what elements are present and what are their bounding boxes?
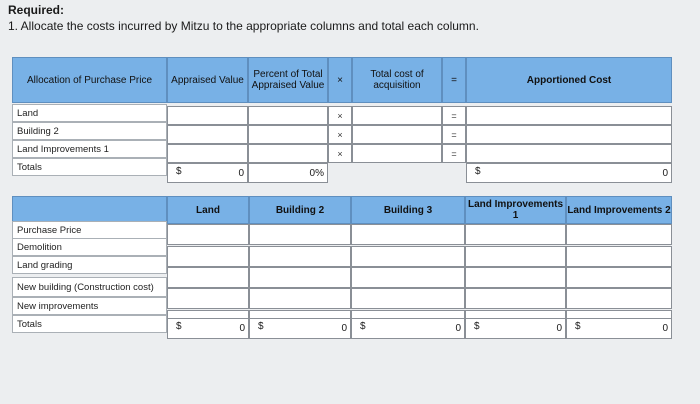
building2-input[interactable] [249,288,351,309]
landimp2-total[interactable] [566,318,672,339]
land-input[interactable] [167,246,249,267]
building2-total-cost-input[interactable] [352,125,442,144]
header-allocation: Allocation of Purchase Price [12,57,167,103]
row-label-land: Land [12,104,167,122]
header-land-improvements-1: Land Improvements 1 [465,196,566,224]
totals-percent-value[interactable] [248,163,328,183]
instruction-text: 1. Allocate the costs incurred by Mitzu to the appropriate columns and total each column. [8,19,479,33]
row-label: Land grading [12,256,167,274]
landimp1-equals: = [442,144,466,163]
land-multiply: × [328,106,352,125]
building2-multiply: × [328,125,352,144]
building2-equals: = [442,125,466,144]
required-label: Required: [8,3,65,17]
building2-input[interactable] [249,267,351,288]
header-equals: = [442,57,466,103]
header-appraised-value: Appraised Value [167,57,248,103]
building3-input[interactable] [351,224,465,245]
row-label-totals: Totals [12,158,167,176]
row-label-land-improvements-1: Land Improvements 1 [12,140,167,158]
land-total[interactable] [167,318,249,339]
row-label: Demolition [12,238,167,256]
landimp2-input[interactable] [566,246,672,267]
header-blank [12,196,167,224]
header-land: Land [167,196,249,224]
total-amount: 0 [662,323,668,334]
header-multiply: × [328,57,352,103]
landimp1-total[interactable] [465,318,566,339]
total-amount: 0 [239,323,245,334]
dollar-sign: $ [176,166,182,177]
landimp1-total-cost-input[interactable] [352,144,442,163]
dollar-sign: $ [360,321,366,332]
total-amount: 0 [341,323,347,334]
building3-input[interactable] [351,267,465,288]
landimp2-input[interactable] [566,224,672,245]
row-label-building-2: Building 2 [12,122,167,140]
landimp1-input[interactable] [465,267,566,288]
landimp1-input[interactable] [465,246,566,267]
landimp2-input[interactable] [566,288,672,309]
dollar-sign: $ [176,321,182,332]
header-total-cost: Total cost of acquisition [352,57,442,103]
dollar-sign: $ [575,321,581,332]
landimp1-input[interactable] [465,288,566,309]
row-label: Purchase Price [12,221,167,239]
building3-input[interactable] [351,288,465,309]
total-amount: 0 [556,323,562,334]
building2-appraised-input[interactable] [167,125,248,144]
totals-apportioned-value[interactable] [466,163,672,183]
building3-total[interactable] [351,318,465,339]
instructions [8,2,479,34]
building2-total[interactable] [249,318,351,339]
land-input[interactable] [167,288,249,309]
header-building-3: Building 3 [351,196,465,224]
row-label: Totals [12,315,167,333]
building3-input[interactable] [351,246,465,267]
land-total-cost-input[interactable] [352,106,442,125]
building2-input[interactable] [249,246,351,267]
row-label: New improvements [12,297,167,315]
totals-apportioned-amount: 0 [662,167,668,179]
land-equals: = [442,106,466,125]
dollar-sign: $ [475,166,481,177]
land-input[interactable] [167,224,249,245]
header-land-improvements-2: Land Improvements 2 [566,196,672,224]
building2-apportioned-input[interactable] [466,125,672,144]
landimp2-input[interactable] [566,267,672,288]
header-building-2: Building 2 [249,196,351,224]
land-percent-input[interactable] [248,106,328,125]
totals-percent-amount: 0% [309,167,324,179]
land-apportioned-input[interactable] [466,106,672,125]
landimp1-multiply: × [328,144,352,163]
totals-appraised-value[interactable] [167,163,248,183]
landimp1-percent-input[interactable] [248,144,328,163]
total-amount: 0 [455,323,461,334]
header-apportioned-cost: Apportioned Cost [466,57,672,103]
building2-input[interactable] [249,224,351,245]
building2-percent-input[interactable] [248,125,328,144]
header-percent-total: Percent of Total Appraised Value [248,57,328,103]
dollar-sign: $ [474,321,480,332]
row-label: New building (Construction cost) [12,277,167,297]
land-appraised-input[interactable] [167,106,248,125]
dollar-sign: $ [258,321,264,332]
land-input[interactable] [167,267,249,288]
totals-appraised-amount: 0 [238,167,244,179]
landimp1-input[interactable] [465,224,566,245]
landimp1-apportioned-input[interactable] [466,144,672,163]
landimp1-appraised-input[interactable] [167,144,248,163]
